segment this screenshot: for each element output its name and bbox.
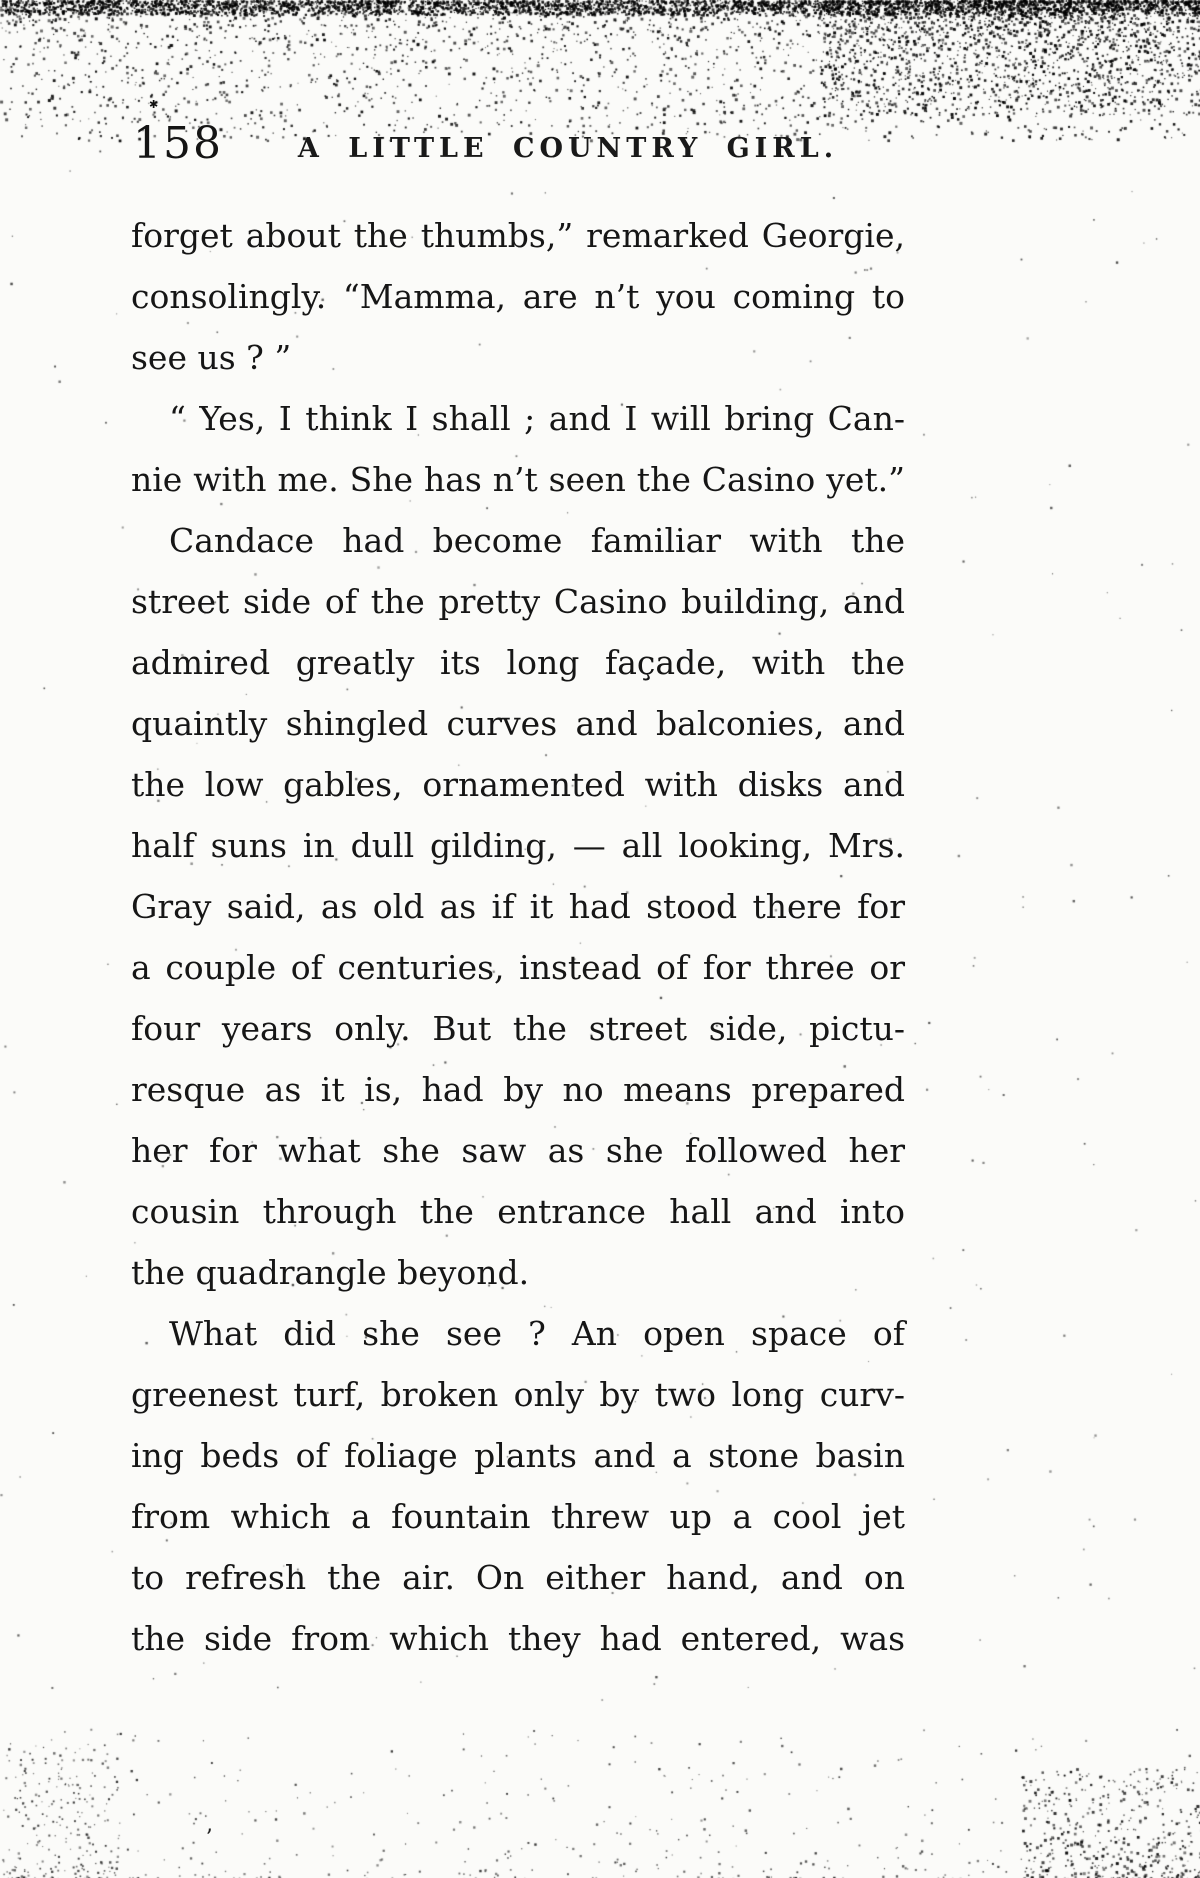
running-title: A LITTLE COUNTRY GIRL.: [297, 133, 839, 164]
text-line: to refresh the air. On either hand, and on: [131, 1558, 905, 1597]
text-line: Gray said, as old as if it had stood there for: [131, 887, 905, 926]
text-line: Candace had become familiar with the: [169, 521, 905, 560]
text-line: cousin through the entrance hall and into: [131, 1192, 905, 1231]
text-line: from which a fountain threw up a cool jet: [131, 1497, 905, 1536]
body-text: [131, 205, 905, 1669]
text-line: see us ? ”: [131, 338, 292, 377]
text-line: the low gables, ornamented with disks and: [131, 765, 905, 804]
text-line: greenest turf, broken only by two long curv-: [131, 1375, 905, 1414]
text-line: four years only. But the street side, pictu-: [131, 1009, 905, 1048]
text-line: What did she see ? An open space of: [169, 1314, 905, 1353]
text-line: nie with me. She has n’t seen the Casino yet.”: [131, 460, 905, 499]
page-header: [131, 98, 905, 182]
page-number: 158: [133, 118, 223, 169]
text-line: admired greatly its long façade, with the: [131, 643, 905, 682]
text-line: the side from which they had entered, was: [131, 1619, 905, 1658]
text-line: a couple of centuries, instead of for three or: [131, 948, 905, 987]
text-line: the quadrangle beyond.: [131, 1253, 530, 1292]
ink-speck: ✱: [149, 98, 159, 111]
text-line: half suns in dull gilding, — all looking, Mrs.: [131, 826, 905, 865]
text-line: her for what she saw as she followed her: [131, 1131, 905, 1170]
text-line: consolingly. “Mamma, are n’t you coming to: [131, 277, 905, 316]
ink-speck: ʼ: [205, 1826, 212, 1851]
text-line: “ Yes, I think I shall ; and I will bring Can-: [169, 399, 905, 438]
text-line: resque as it is, had by no means prepared: [131, 1070, 905, 1109]
text-line: ing beds of foliage plants and a stone basin: [131, 1436, 905, 1475]
text-line: forget about the thumbs,” remarked Georgie,: [131, 216, 905, 255]
text-line: quaintly shingled curves and balconies, and: [131, 704, 905, 743]
text-line: street side of the pretty Casino building, and: [131, 582, 905, 621]
